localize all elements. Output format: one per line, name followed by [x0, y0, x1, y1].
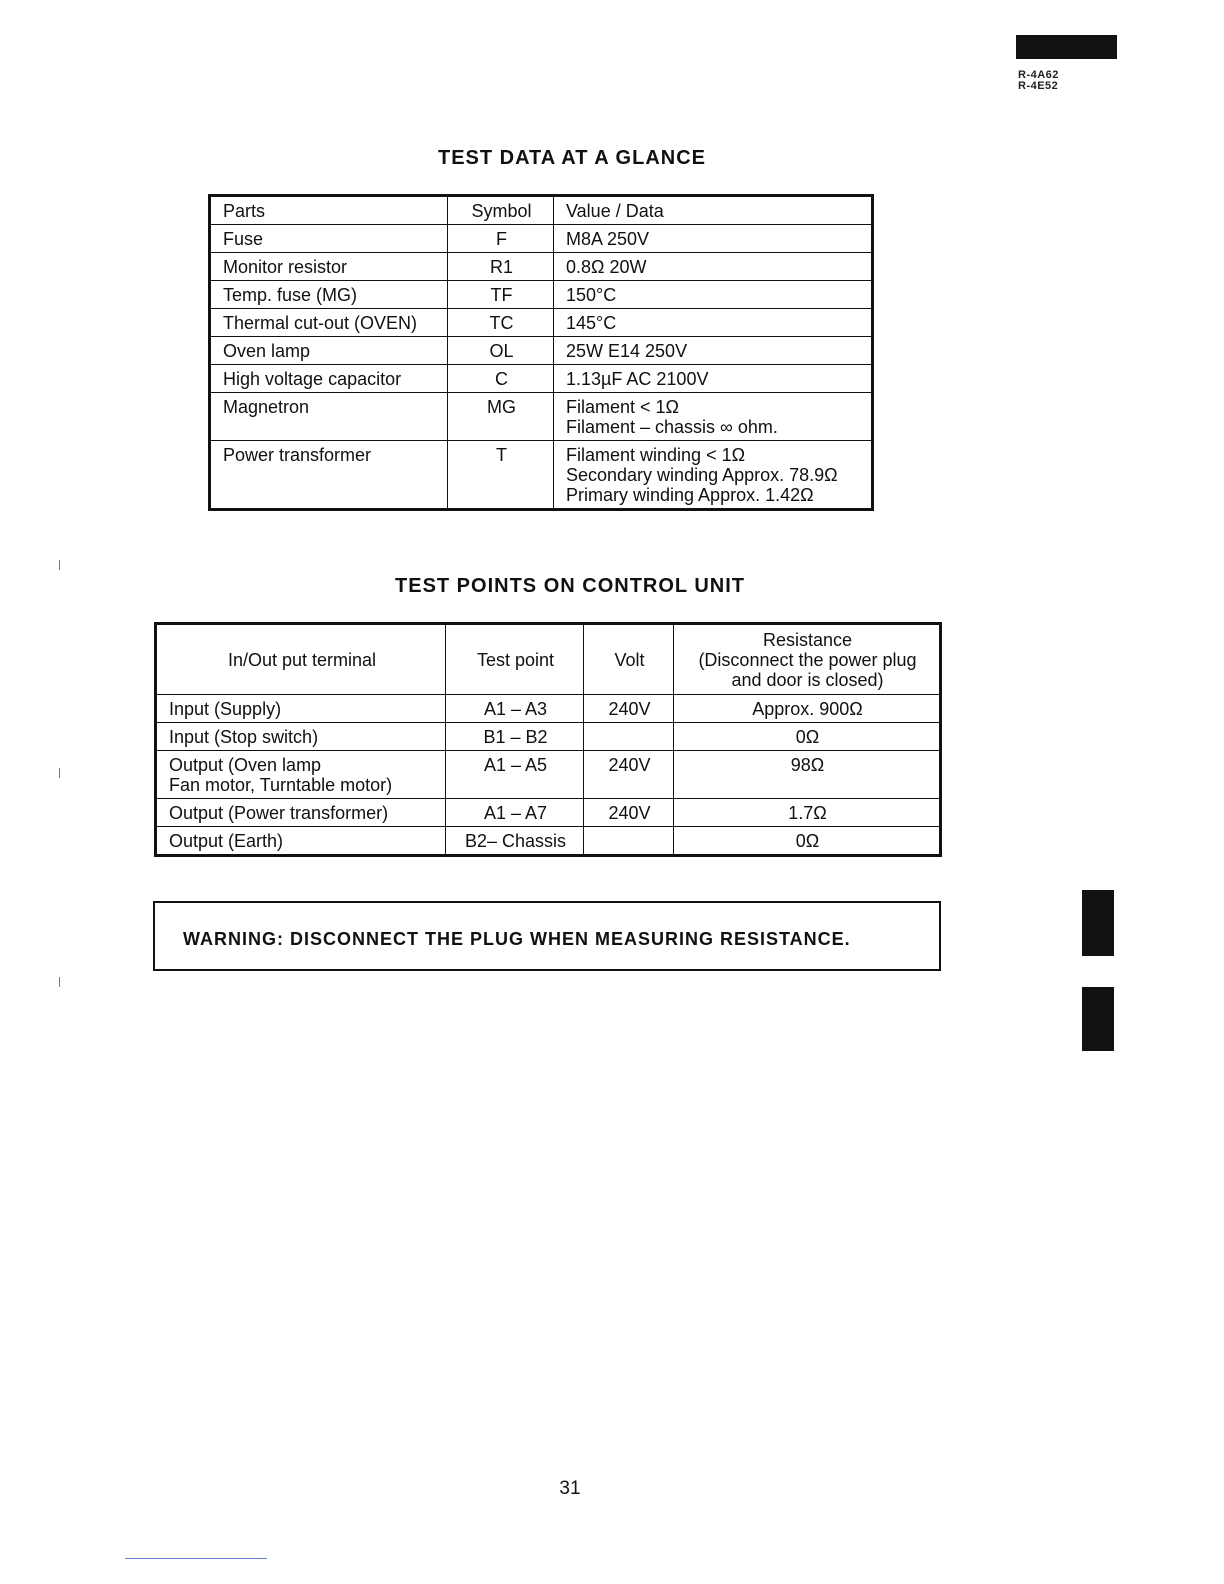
margin-mark: [59, 768, 60, 778]
part-symbol: C: [448, 365, 554, 393]
part-name: Monitor resistor: [210, 253, 448, 281]
part-symbol: TC: [448, 309, 554, 337]
part-symbol: TF: [448, 281, 554, 309]
part-value: 0.8Ω 20W: [554, 253, 873, 281]
table-row: [156, 723, 941, 751]
table-row: [156, 751, 941, 799]
part-name: Power transformer: [210, 441, 448, 510]
resistance-cell: 1.7Ω: [674, 799, 941, 827]
test-point-cell: A1 – A5: [446, 751, 584, 799]
table-header-row: [156, 624, 941, 695]
part-value: 150°C: [554, 281, 873, 309]
resistance-cell: 98Ω: [674, 751, 941, 799]
header-symbol: Symbol: [448, 196, 554, 225]
part-name: Temp. fuse (MG): [210, 281, 448, 309]
table-row: [156, 695, 941, 723]
model-codes: [1018, 70, 1059, 92]
header-resistance: Resistance (Disconnect the power plug and door is closed): [674, 624, 941, 695]
table-header-row: [210, 196, 873, 225]
test-point-cell: B2– Chassis: [446, 827, 584, 856]
part-name: High voltage capacitor: [210, 365, 448, 393]
test-point-cell: B1 – B2: [446, 723, 584, 751]
part-symbol: T: [448, 441, 554, 510]
test-points-title: TEST POINTS ON CONTROL UNIT: [395, 575, 745, 597]
part-name: Fuse: [210, 225, 448, 253]
resistance-cell: Approx. 900Ω: [674, 695, 941, 723]
footer-rule: [125, 1558, 267, 1559]
header-volt: Volt: [584, 624, 674, 695]
terminal-cell: Output (Earth): [156, 827, 446, 856]
terminal-cell: Output (Power transformer): [156, 799, 446, 827]
volt-cell: [584, 827, 674, 856]
margin-mark: [59, 977, 60, 987]
table-row: [210, 253, 873, 281]
part-symbol: OL: [448, 337, 554, 365]
part-name: Magnetron: [210, 393, 448, 441]
header-terminal: In/Out put terminal: [156, 624, 446, 695]
part-value: 25W E14 250V: [554, 337, 873, 365]
part-value: Filament winding < 1Ω Secondary winding Approx. 78.9Ω Primary winding Approx. 1.42Ω: [554, 441, 873, 510]
part-symbol: MG: [448, 393, 554, 441]
terminal-cell: Input (Stop switch): [156, 723, 446, 751]
part-value: Filament < 1Ω Filament – chassis ∞ ohm.: [554, 393, 873, 441]
header-value: Value / Data: [554, 196, 873, 225]
table-row: [156, 799, 941, 827]
test-point-cell: A1 – A7: [446, 799, 584, 827]
page-number: 31: [559, 1478, 581, 1499]
table-row: [210, 225, 873, 253]
margin-mark: [59, 560, 60, 570]
terminal-cell: Output (Oven lamp Fan motor, Turntable motor): [156, 751, 446, 799]
part-symbol: R1: [448, 253, 554, 281]
part-value: M8A 250V: [554, 225, 873, 253]
header-test-point: Test point: [446, 624, 584, 695]
test-data-title: TEST DATA AT A GLANCE: [437, 147, 706, 169]
section-tab-marker: [1082, 987, 1114, 1051]
part-symbol: F: [448, 225, 554, 253]
resistance-cell: 0Ω: [674, 827, 941, 856]
volt-cell: [584, 723, 674, 751]
corner-tab-marker: [1016, 35, 1117, 59]
part-value: 145°C: [554, 309, 873, 337]
test-data-table: [208, 194, 874, 511]
warning-box: [153, 901, 941, 971]
model-code: R-4A62: [1018, 69, 1059, 81]
table-row: [156, 827, 941, 856]
test-points-table: [154, 622, 942, 857]
part-name: Oven lamp: [210, 337, 448, 365]
table-row: [210, 337, 873, 365]
volt-cell: 240V: [584, 695, 674, 723]
model-code: R-4E52: [1018, 80, 1059, 92]
part-name: Thermal cut-out (OVEN): [210, 309, 448, 337]
warning-text: WARNING: DISCONNECT THE PLUG WHEN MEASURING RESISTANCE.: [183, 929, 851, 949]
table-row: [210, 281, 873, 309]
section-tab-marker: [1082, 890, 1114, 956]
table-row: [210, 441, 873, 510]
table-row: [210, 393, 873, 441]
test-point-cell: A1 – A3: [446, 695, 584, 723]
volt-cell: 240V: [584, 799, 674, 827]
header-parts: Parts: [210, 196, 448, 225]
volt-cell: 240V: [584, 751, 674, 799]
table-row: [210, 365, 873, 393]
part-value: 1.13µF AC 2100V: [554, 365, 873, 393]
table-row: [210, 309, 873, 337]
resistance-cell: 0Ω: [674, 723, 941, 751]
terminal-cell: Input (Supply): [156, 695, 446, 723]
